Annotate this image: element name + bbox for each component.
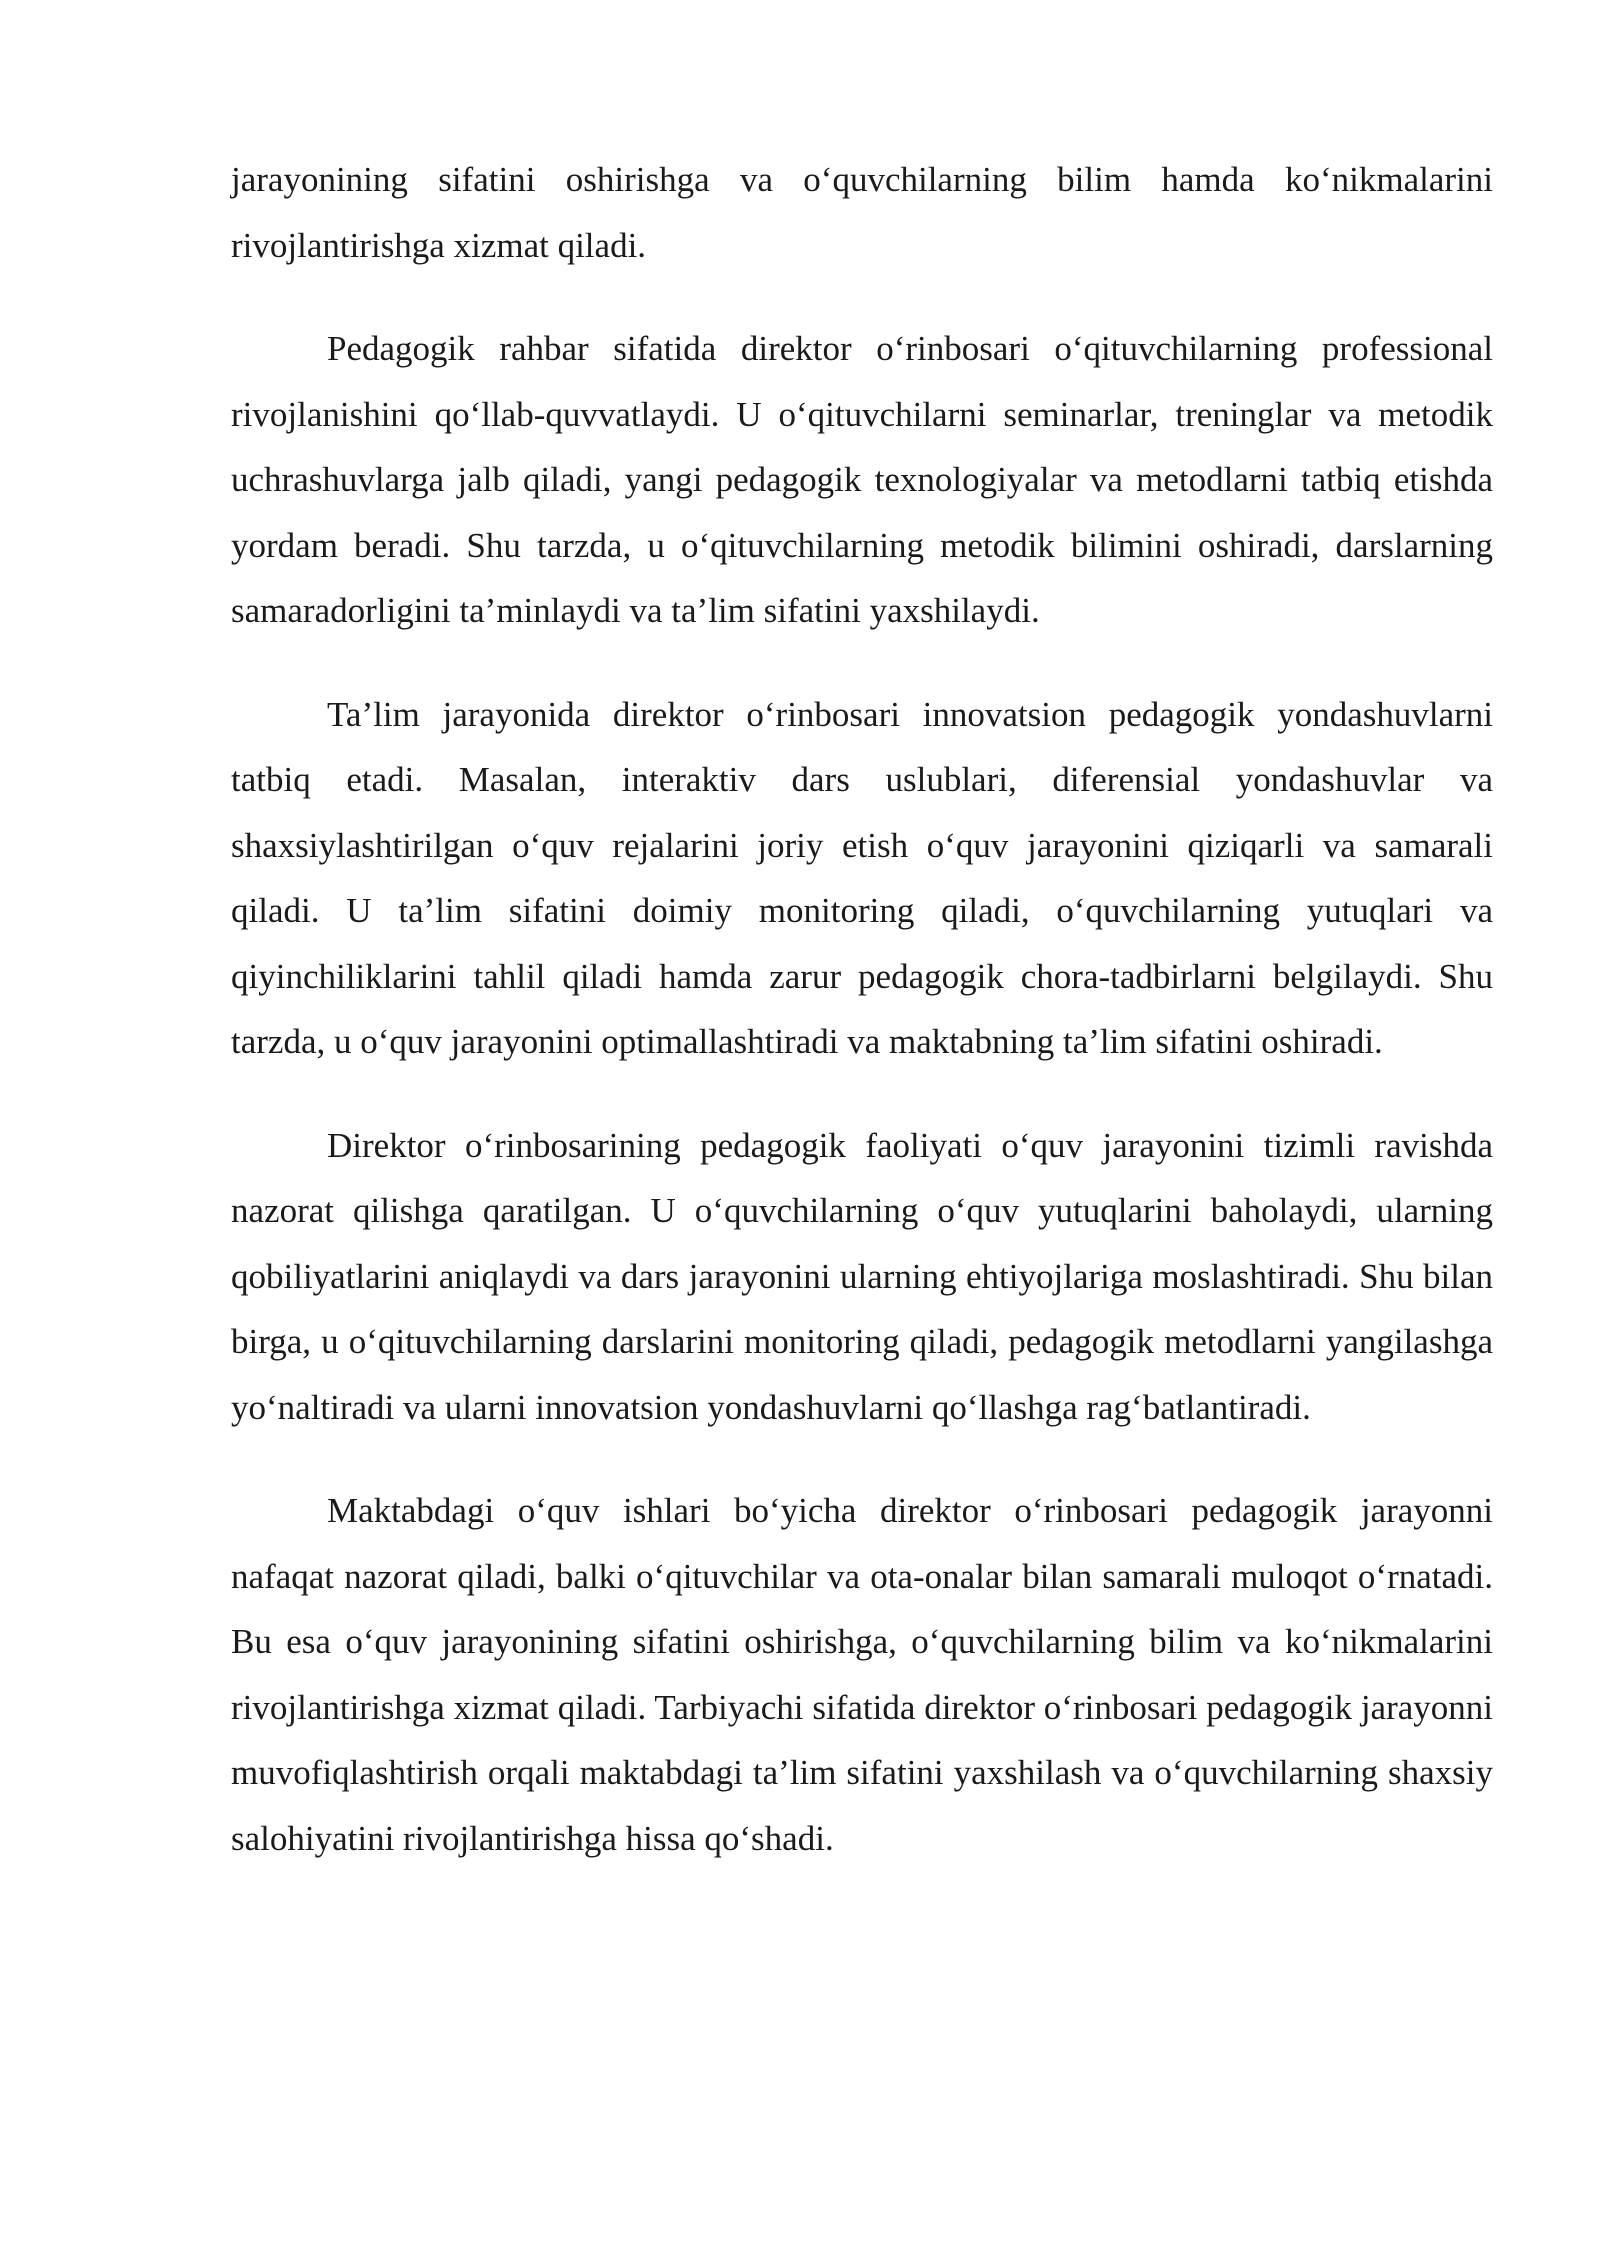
paragraph-professional-development: Pedagogik rahbar sifatida direktor o‘rinbosari o‘qituvchilarning professional rivojlanishini qo‘llab-quvvatlaydi. U o‘qituvchilarni seminarlar, treninglar va metodik uchrashuvlarga jalb qiladi, yangi pedagogik texnologiyalar va metodlarni tatbiq etishda yordam beradi. Shu tarzda, u o‘qituvchilarning metodik bilimini oshiradi, darslarning samaradorligini ta’minlaydi va ta’lim sifatini yaxshilaydi. <box>231 329 1493 630</box>
paragraph-communication: Maktabdagi o‘quv ishlari bo‘yicha direktor o‘rinbosari pedagogik jarayonni nafaqat nazorat qiladi, balki o‘qituvchilar va ota-onalar bilan samarali muloqot o‘rnatadi. Bu esa o‘quv jarayonining sifatini oshirishga, o‘quvchilarning bilim va ko‘nikmalarini rivojlantirishga xizmat qiladi. Tarbiyachi sifatida direktor o‘rinbosari pedagogik jarayonni muvofiqlashtirish orqali maktabdagi ta’lim sifatini yaxshilash va o‘quvchilarning shaxsiy salohiyatini rivojlantirishga hissa qo‘shadi. <box>231 1491 1493 1858</box>
document-body <box>231 147 1493 1909</box>
paragraph-continuation: jarayonining sifatini oshirishga va o‘quvchilarning bilim hamda ko‘nikmalarini rivojlantirishga xizmat qiladi. <box>231 160 1493 265</box>
paragraph-innovative-approaches: Ta’lim jarayonida direktor o‘rinbosari innovatsion pedagogik yondashuvlarni tatbiq etadi. Masalan, interaktiv dars uslublari, diferensial yondashuvlar va shaxsiylashtirilgan o‘quv rejalarini joriy etish o‘quv jarayonini qiziqarli va samarali qiladi. U ta’lim sifatini doimiy monitoring qiladi, o‘quvchilarning yutuqlari va qiyinchiliklarini tahlil qiladi hamda zarur pedagogik chora-tadbirlarni belgilaydi. Shu tarzda, u o‘quv jarayonini optimallashtiradi va maktabning ta’lim sifatini oshiradi. <box>231 694 1493 1061</box>
paragraph-pedagogical-activity: Direktor o‘rinbosarining pedagogik faoliyati o‘quv jarayonini tizimli ravishda nazorat qilishga qaratilgan. U o‘quvchilarning o‘quv yutuqlarini baholaydi, ularning qobiliyatlarini aniqlaydi va dars jarayonini ularning ehtiyojlariga moslashtiradi. Shu bilan birga, u o‘qituvchilarning darslarini monitoring qiladi, pedagogik metodlarni yangilashga yo‘naltiradi va ularni innovatsion yondashuvlarni qo‘llashga rag‘batlantiradi. <box>231 1125 1493 1427</box>
